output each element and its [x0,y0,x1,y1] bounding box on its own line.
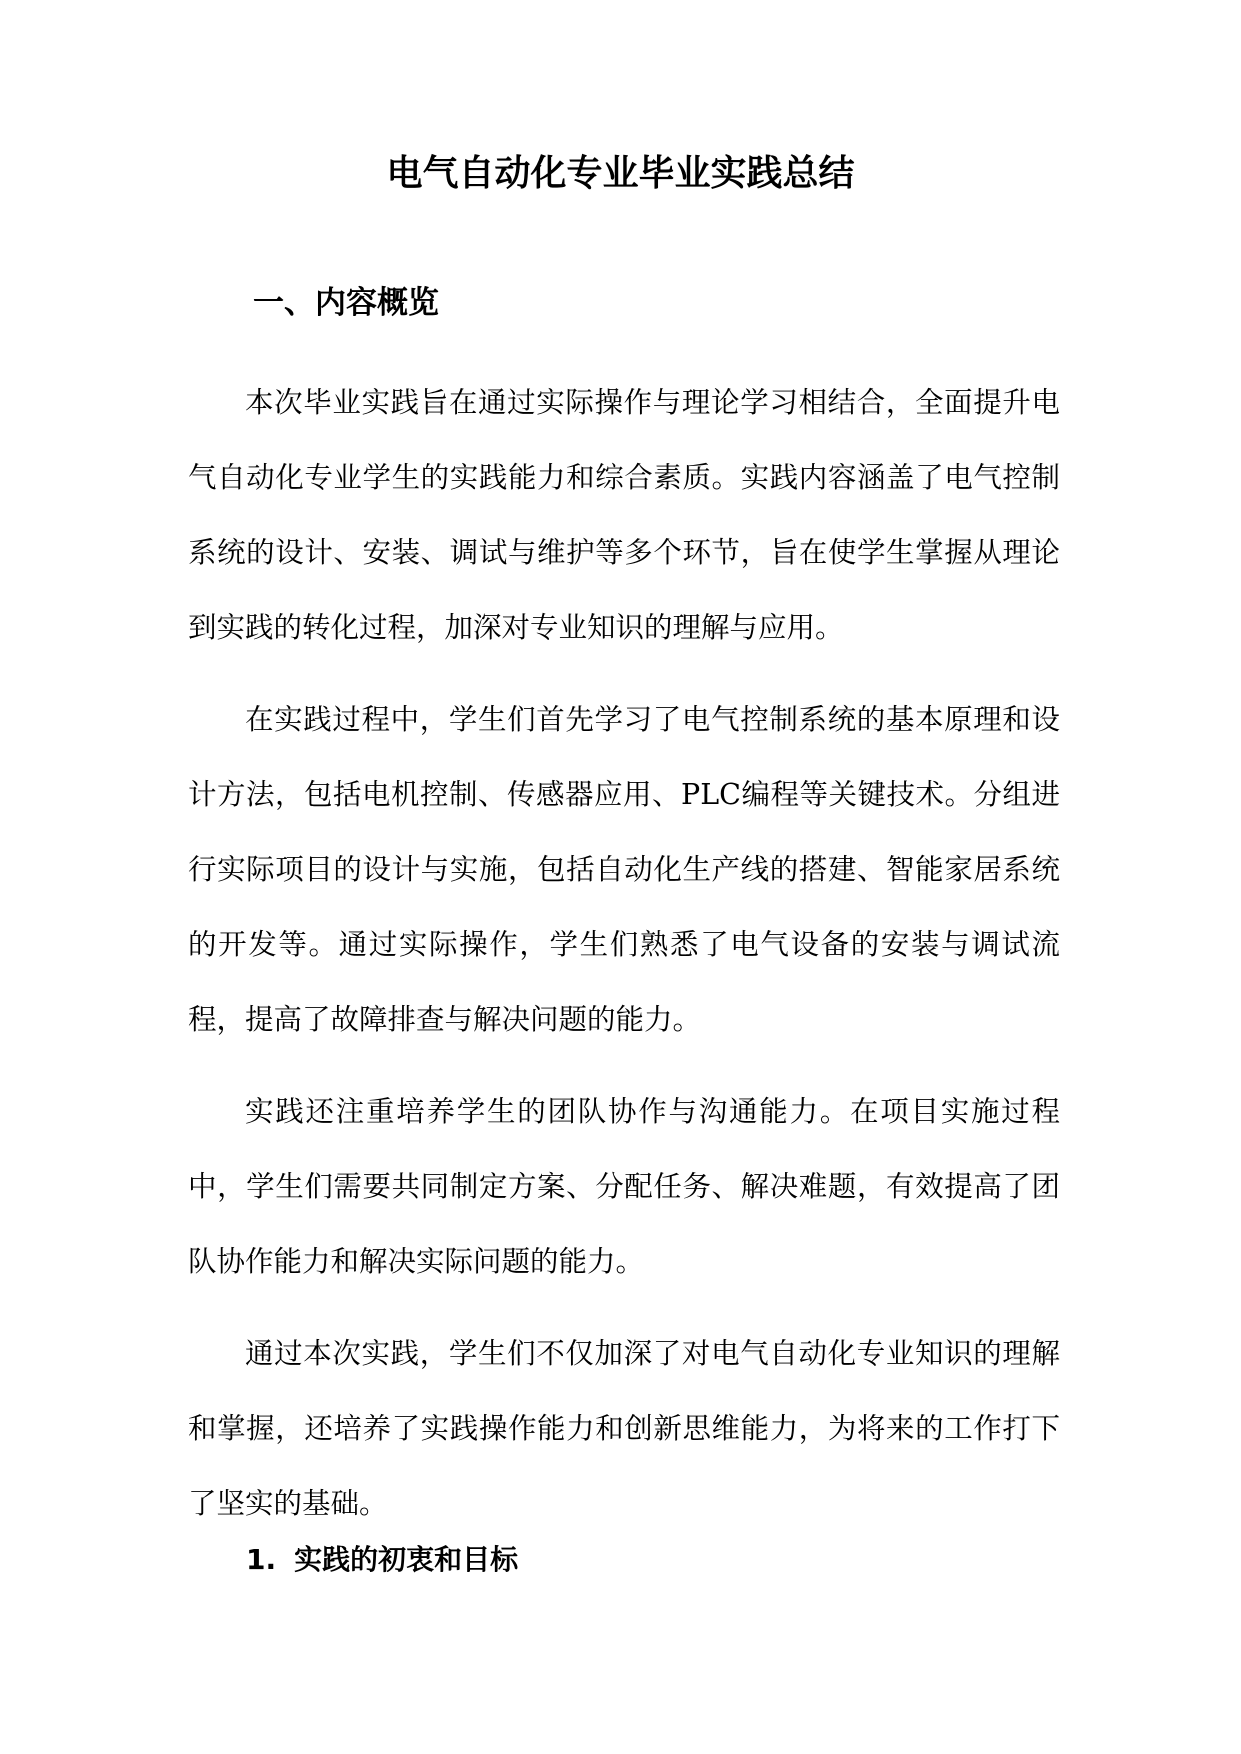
paragraph-1: 本次毕业实践旨在通过实际操作与理论学习相结合，全面提升电气自动化专业学生的实践能力和综合素质。实践内容涵盖了电气控制系统的设计、安装、调试与维护等多个环节，旨在使学生掌握从理论到实践的转化过程，加深对专业知识的理解与应用。 [188,386,1060,644]
paragraph-4: 通过本次实践，学生们不仅加深了对电气自动化专业知识的理解和掌握，还培养了实践操作能力和创新思维能力，为将来的工作打下了坚实的基础。 [188,1337,1060,1520]
subsection-heading [246,1540,518,1580]
section-body [188,365,1060,1558]
paragraph-3: 实践还注重培养学生的团队协作与沟通能力。在项目实施过程中，学生们需要共同制定方案、分配任务、解决难题，有效提高了团队协作能力和解决实际问题的能力。 [188,1095,1060,1278]
subsection-number: 1. [246,1543,277,1576]
section-heading: 一、内容概览 [253,285,439,321]
paragraph-2: 在实践过程中，学生们首先学习了电气控制系统的基本原理和设计方法，包括电机控制、传感器应用、PLC编程等关键技术。分组进行实际项目的设计与实施，包括自动化生产线的搭建、智能家居系统的开发等。通过实际操作，学生们熟悉了电气设备的安装与调试流程，提高了故障排查与解决问题的能力。 [188,703,1060,1036]
subsection-title: 实践的初衷和目标 [294,1543,519,1576]
document-title: 电气自动化专业毕业实践总结 [386,153,855,194]
